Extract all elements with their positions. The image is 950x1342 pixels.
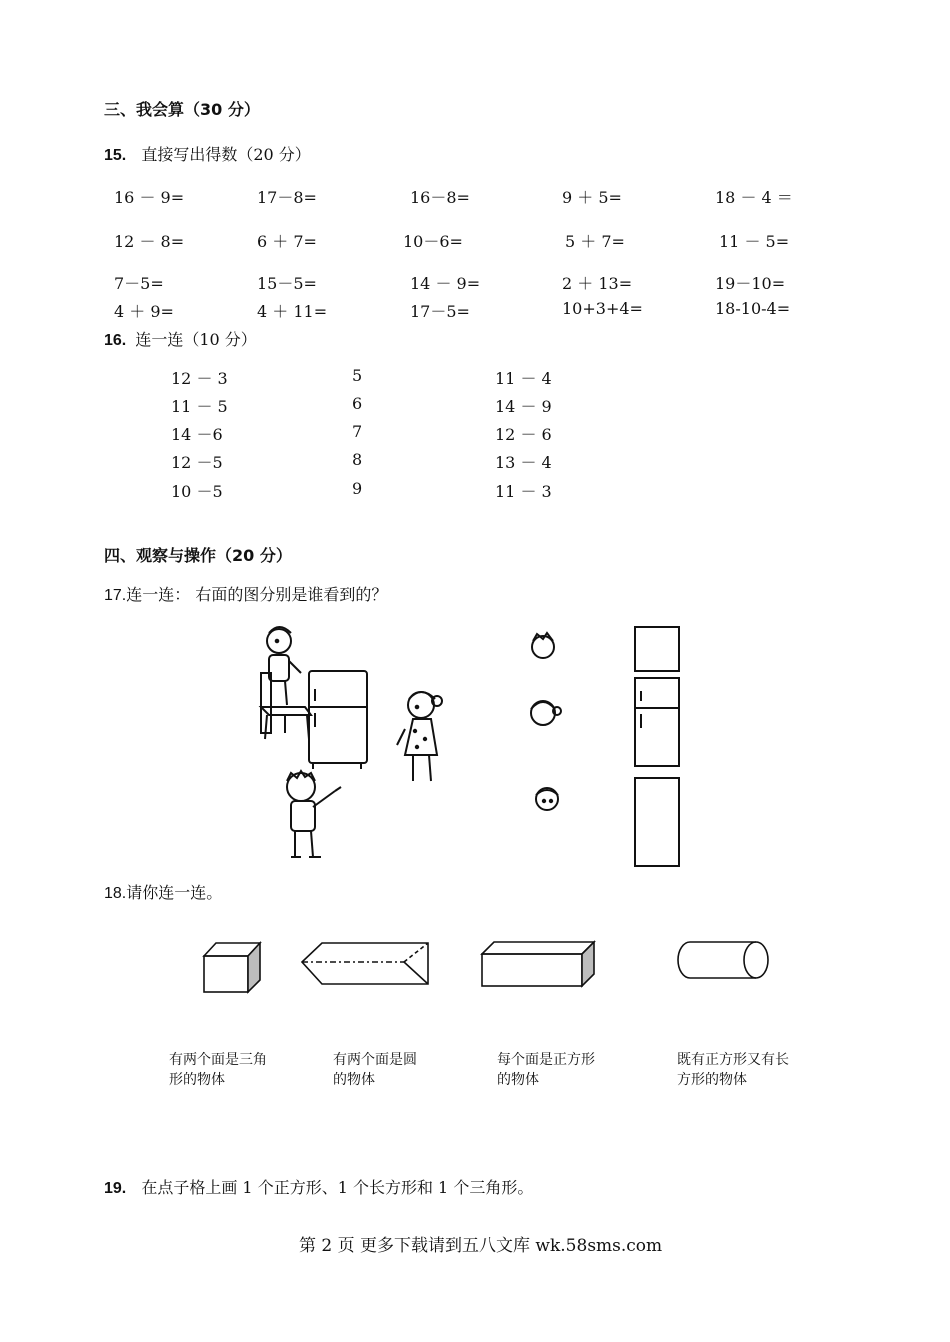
arith-item: 16 － 9=: [114, 188, 185, 207]
q16-heading: [104, 327, 257, 350]
arith-item: 10+3+4=: [562, 299, 643, 318]
match-right-item: 13 － 4: [495, 453, 552, 472]
match-middle-item: 7: [352, 422, 363, 441]
arith-item: 9 ＋ 5=: [562, 188, 622, 207]
arith-item: 4 ＋ 9=: [114, 302, 174, 321]
cylinder-icon: [678, 942, 768, 978]
arith-item: 6 ＋ 7=: [257, 232, 317, 251]
q18-label-square-faces: 每个面是正方形的物体: [497, 1052, 595, 1088]
match-middle-item: 5: [352, 366, 363, 385]
arith-item: 10－6=: [403, 232, 463, 251]
q18-heading: [104, 880, 222, 903]
arith-item: 15－5=: [257, 274, 317, 293]
face-view-2-icon: [531, 701, 561, 725]
match-left-item: 10 －5: [171, 482, 223, 501]
q18-number: 18.: [104, 885, 127, 902]
fridge-top-view-icon: [635, 627, 679, 671]
q17-number: 17.: [104, 587, 127, 604]
arith-item: 11 － 5=: [719, 232, 790, 251]
q17-text: 连一连： 右面的图分别是谁看到的？: [126, 585, 388, 604]
triangular-prism-icon: [302, 943, 428, 984]
page-footer: 第 2 页 更多下载请到五八文库 wk.58sms.com: [299, 1236, 663, 1256]
q15-number: 15.: [104, 147, 127, 164]
match-middle-item: 6: [352, 394, 363, 413]
match-right-item: 11 － 4: [495, 369, 552, 388]
refrigerator-drawing: [309, 671, 367, 769]
q19-text: 在点子格上画 1 个正方形、1 个长方形和 1 个三角形。: [141, 1178, 534, 1197]
q18-label-square-and-rect: 既有正方形又有长方形的物体: [677, 1052, 789, 1088]
match-left-item: 11 － 5: [171, 397, 228, 416]
arith-item: 18 － 4 ＝: [715, 188, 793, 207]
arith-item: 17－5=: [410, 302, 470, 321]
match-right-item: 12 － 6: [495, 425, 552, 444]
q18-label-circle-faces: 有两个面是圆的物体: [333, 1052, 417, 1088]
q17-heading: [104, 582, 387, 605]
match-left-item: 12 － 3: [171, 369, 228, 388]
arith-item: 14 － 9=: [410, 274, 481, 293]
q19-heading: [104, 1175, 533, 1198]
match-middle-item: 9: [352, 479, 363, 498]
arith-item: 12 － 8=: [114, 232, 185, 251]
girl-drawing: [397, 692, 442, 781]
q18-text: 请你连一连。: [126, 883, 223, 902]
boy-pointing-drawing: [287, 771, 341, 857]
boy-on-chair-drawing: [267, 627, 301, 705]
q19-number: 19.: [104, 1180, 127, 1197]
arith-item: 2 ＋ 13=: [562, 274, 633, 293]
section-4-title: 四、观察与操作（20 分）: [104, 546, 292, 565]
q18-shapes: [196, 936, 796, 1002]
section-3-title: 三、我会算（30 分）: [104, 100, 260, 119]
q15-heading: [104, 142, 311, 165]
q18-label-triangle-faces: 有两个面是三角形的物体: [169, 1052, 267, 1088]
match-left-item: 14 －6: [171, 425, 223, 444]
arith-item: 16－8=: [410, 188, 470, 207]
arith-item: 18-10-4=: [715, 299, 791, 318]
match-right-item: 11 － 3: [495, 482, 552, 501]
arith-item: 19－10=: [715, 274, 786, 293]
arith-item: 5 ＋ 7=: [565, 232, 625, 251]
match-right-item: 14 － 9: [495, 397, 552, 416]
cuboid-icon: [482, 942, 594, 986]
q15-text: 直接写出得数（20 分）: [141, 145, 311, 164]
fridge-front-view-icon: [635, 678, 679, 766]
arith-item: 17－8=: [257, 188, 317, 207]
face-view-3-icon: [536, 788, 558, 810]
cube-icon: [204, 943, 260, 992]
arith-item: 4 ＋ 11=: [257, 302, 328, 321]
match-left-item: 12 －5: [171, 453, 223, 472]
match-middle-item: 8: [352, 450, 363, 469]
fridge-side-view-icon: [635, 778, 679, 866]
q17-illustration: [245, 615, 705, 875]
face-view-1-icon: [532, 633, 554, 658]
arith-item: 7－5=: [114, 274, 164, 293]
q16-text: 连一连（10 分）: [135, 330, 257, 349]
q16-number: 16.: [104, 332, 127, 349]
